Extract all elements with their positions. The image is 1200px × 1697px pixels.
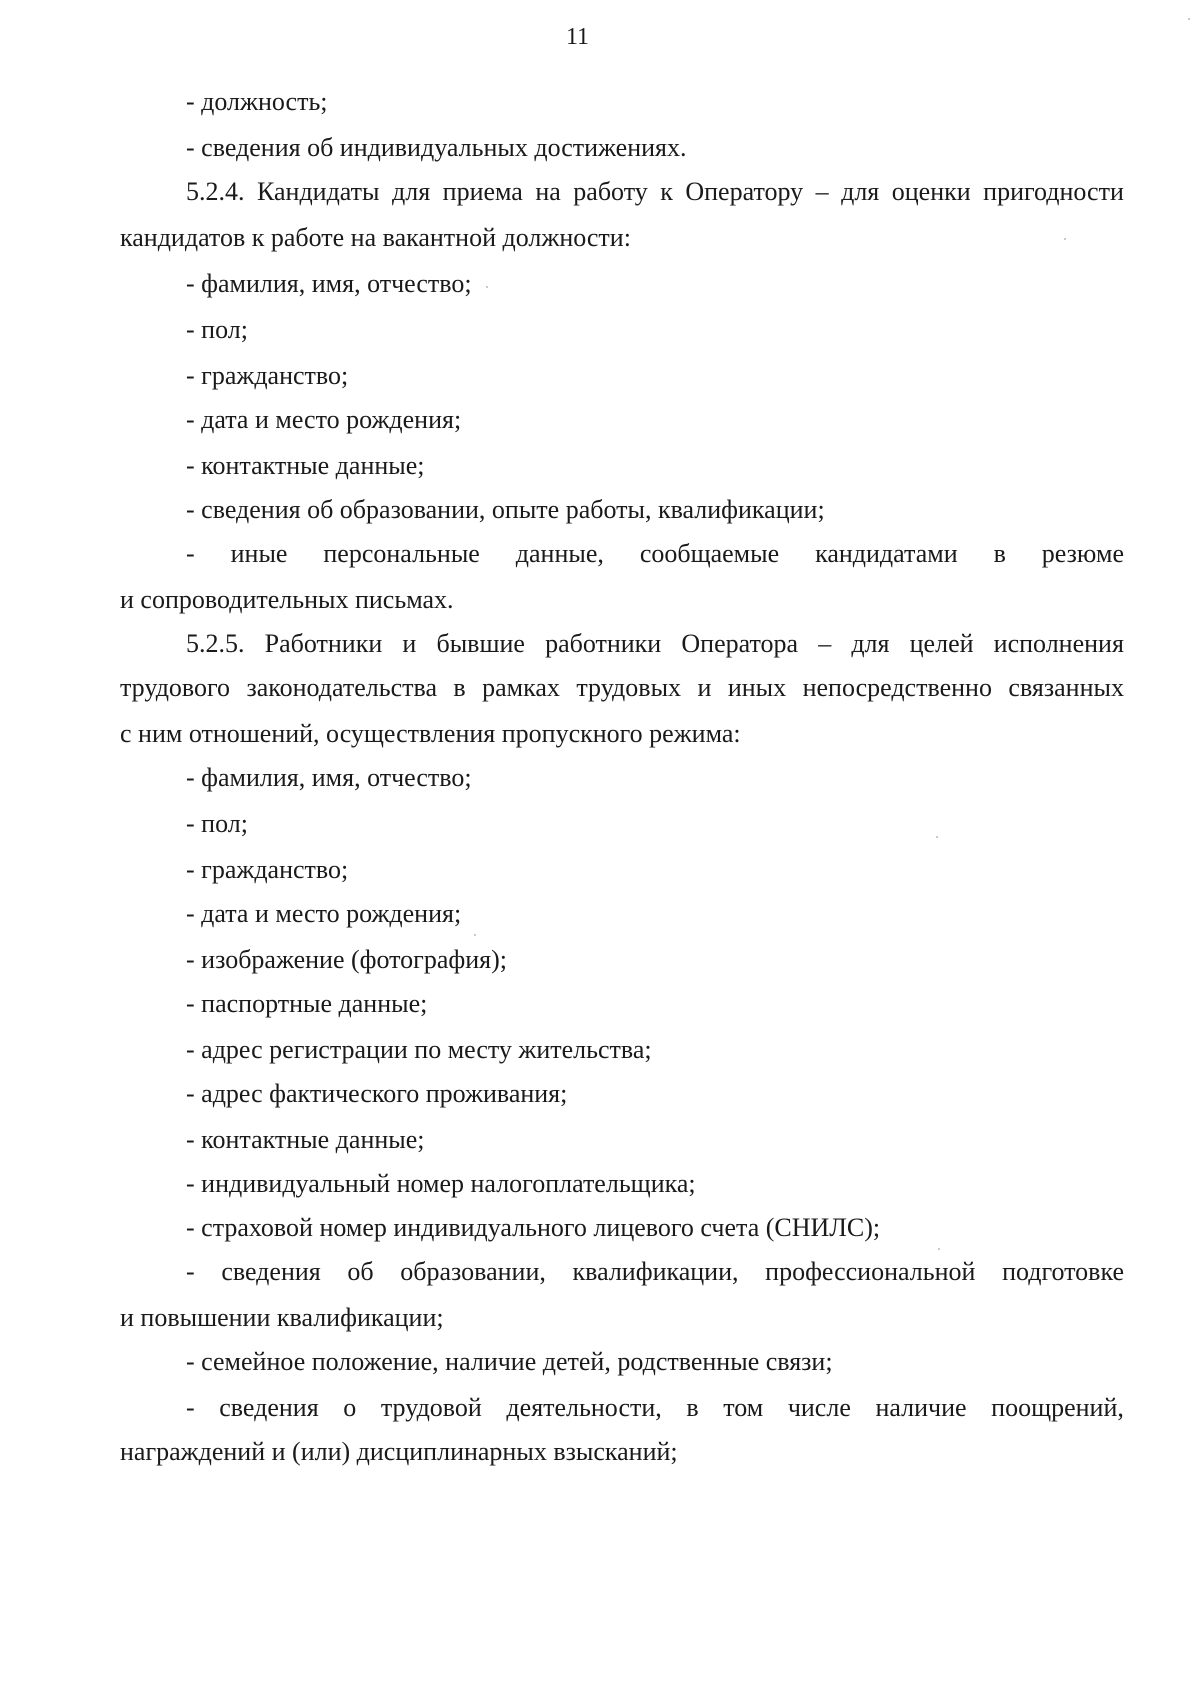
word: Оператора bbox=[681, 629, 799, 658]
word: поощрений, bbox=[991, 1393, 1124, 1422]
word: - bbox=[186, 1257, 195, 1286]
word: для bbox=[851, 629, 890, 658]
word: к bbox=[660, 177, 673, 206]
list-item-achievements: - сведения об индивидуальных достижениях. bbox=[186, 133, 687, 162]
list-item-work-activity bbox=[186, 1392, 1124, 1424]
list-item-position: - должность; bbox=[186, 87, 328, 116]
word: том bbox=[723, 1393, 764, 1422]
word: резюме bbox=[1041, 539, 1124, 568]
list-item-registration-address: - адрес регистрации по месту жительства; bbox=[186, 1035, 652, 1064]
scan-speck bbox=[1188, 18, 1190, 20]
word: сообщаемые bbox=[639, 539, 780, 568]
scan-speck bbox=[474, 934, 476, 936]
list-item-birth-date-place: - дата и место рождения; bbox=[186, 405, 462, 434]
list-item-other-data bbox=[186, 538, 1124, 570]
word: в bbox=[993, 539, 1006, 568]
list-item-citizenship: - гражданство; bbox=[186, 855, 349, 884]
word: квалификации, bbox=[572, 1257, 739, 1286]
word: о bbox=[343, 1393, 357, 1422]
list-item-education-qualification bbox=[186, 1256, 1124, 1288]
word: деятельности, bbox=[506, 1393, 662, 1422]
word: приема bbox=[442, 177, 523, 206]
word: для bbox=[392, 177, 431, 206]
word: 5.2.5. bbox=[186, 629, 245, 658]
word: непосредственно bbox=[802, 673, 992, 702]
word: трудовых bbox=[576, 673, 682, 702]
word: профессиональной bbox=[765, 1257, 976, 1286]
word: пригодности bbox=[983, 177, 1124, 206]
word: работники bbox=[545, 629, 662, 658]
scan-speck bbox=[936, 836, 938, 838]
list-item-passport: - паспортные данные; bbox=[186, 989, 428, 1018]
word: – bbox=[818, 629, 832, 658]
word: персональные bbox=[323, 539, 480, 568]
word: трудового bbox=[120, 673, 231, 702]
word: трудовой bbox=[380, 1393, 482, 1422]
word: Оператору bbox=[685, 177, 804, 206]
list-item-actual-address: - адрес фактического проживания; bbox=[186, 1079, 568, 1108]
page-number: 11 bbox=[565, 24, 590, 50]
word: числе bbox=[787, 1393, 851, 1422]
word: исполнения bbox=[993, 629, 1124, 658]
list-item-citizenship: - гражданство; bbox=[186, 361, 349, 390]
scan-speck bbox=[938, 1248, 940, 1250]
word: и bbox=[697, 673, 712, 702]
list-item-education-qualification-continuation: и повышении квалификации; bbox=[120, 1303, 444, 1332]
list-item-tax-number: - индивидуальный номер налогоплательщика; bbox=[186, 1169, 696, 1198]
word: Работники bbox=[264, 629, 383, 658]
word: - bbox=[186, 539, 195, 568]
word: сведения bbox=[221, 1257, 321, 1286]
clause-5-2-4-heading bbox=[186, 176, 1124, 208]
word: работу bbox=[573, 177, 648, 206]
word: связанных bbox=[1008, 673, 1124, 702]
clause-5-2-5-heading bbox=[186, 628, 1124, 660]
scan-speck bbox=[486, 286, 488, 288]
list-item-snils: - страховой номер индивидуального лицевого счета (СНИЛС); bbox=[186, 1213, 881, 1242]
list-item-gender: - пол; bbox=[186, 809, 248, 838]
list-item-gender: - пол; bbox=[186, 315, 248, 344]
word: рамках bbox=[482, 673, 560, 702]
word: об bbox=[347, 1257, 374, 1286]
list-item-work-activity-continuation: награждений и (или) дисциплинарных взысканий; bbox=[120, 1437, 678, 1466]
word: сведения bbox=[219, 1393, 319, 1422]
word: 5.2.4. bbox=[186, 177, 245, 206]
word: бывшие bbox=[436, 629, 525, 658]
word: Кандидаты bbox=[256, 177, 380, 206]
clause-5-2-4-continuation: кандидатов к работе на вакантной должности: bbox=[120, 223, 631, 252]
word: для bbox=[841, 177, 880, 206]
word: целей bbox=[909, 629, 974, 658]
word: – bbox=[815, 177, 829, 206]
word: на bbox=[535, 177, 561, 206]
list-item-contacts: - контактные данные; bbox=[186, 1125, 425, 1154]
word: образовании, bbox=[400, 1257, 546, 1286]
word: подготовке bbox=[1002, 1257, 1124, 1286]
clause-5-2-5-line-3: с ним отношений, осуществления пропускного режима: bbox=[120, 719, 741, 748]
list-item-full-name: - фамилия, имя, отчество; bbox=[186, 269, 472, 298]
word: иные bbox=[230, 539, 288, 568]
word: оценки bbox=[891, 177, 971, 206]
word: - bbox=[186, 1393, 195, 1422]
word: и bbox=[402, 629, 417, 658]
list-item-other-data-continuation: и сопроводительных письмах. bbox=[120, 585, 454, 614]
word: иных bbox=[727, 673, 787, 702]
list-item-photo: - изображение (фотография); bbox=[186, 945, 507, 974]
list-item-education-experience: - сведения об образовании, опыте работы, квалификации; bbox=[186, 495, 825, 524]
list-item-contacts: - контактные данные; bbox=[186, 451, 425, 480]
list-item-birth-date-place: - дата и место рождения; bbox=[186, 899, 462, 928]
list-item-family-status: - семейное положение, наличие детей, родственные связи; bbox=[186, 1347, 833, 1376]
word: кандидатами bbox=[815, 539, 958, 568]
scan-speck bbox=[1064, 238, 1066, 240]
word: в bbox=[686, 1393, 699, 1422]
word: данные, bbox=[515, 539, 604, 568]
word: в bbox=[453, 673, 466, 702]
word: законодательства bbox=[246, 673, 437, 702]
word: наличие bbox=[875, 1393, 967, 1422]
clause-5-2-5-line-2 bbox=[120, 672, 1124, 704]
list-item-full-name: - фамилия, имя, отчество; bbox=[186, 763, 472, 792]
